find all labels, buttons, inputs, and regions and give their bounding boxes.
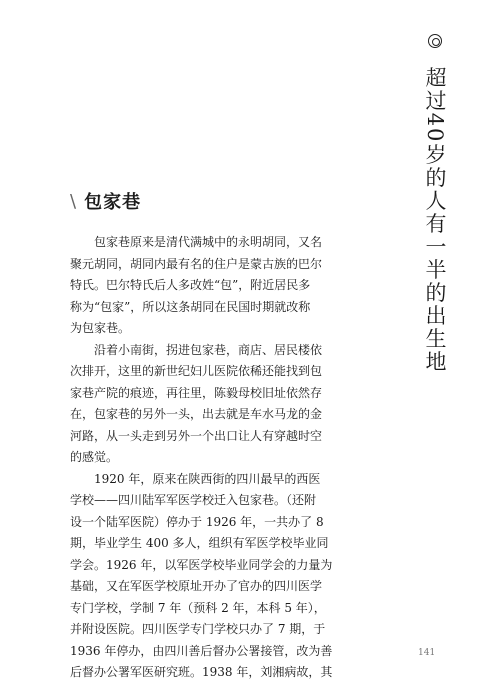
paragraph-1 xyxy=(70,232,372,340)
heading-slash: \ xyxy=(70,190,77,212)
paragraph-3 xyxy=(70,469,372,684)
text-line: 1920 年，原来在陕西街的四川最早的西医 xyxy=(94,471,321,486)
text-line: 为包家巷。 xyxy=(70,321,131,335)
text-line: 聚元胡同，胡同内最有名的住户是蒙古族的巴尔 xyxy=(70,256,323,271)
text-line: 称为“包家”，所以这条胡同在民国时期就改称 xyxy=(70,299,311,314)
text-line: 期，毕业学生 400 多人，组织有军医学校毕业同 xyxy=(70,536,329,550)
text-line: 基础，又在军医学校原址开办了官办的四川医学 xyxy=(70,579,323,593)
text-line: 学会。1926 年，以军医学校毕业同学会的力量为 xyxy=(70,557,333,572)
text-line: 的感觉。 xyxy=(70,450,119,464)
text-line: 在，包家巷的另外一头，出去就是车水马龙的金 xyxy=(70,407,323,421)
text-line: 家巷产院的痕迹，再往里，陈毅母校旧址依然存 xyxy=(70,385,323,400)
chapter-title-vertical xyxy=(420,34,450,373)
text-line: 设一个陆军医院）停办于 1926 年，一共办了 8 xyxy=(70,514,324,529)
body-text xyxy=(70,232,372,684)
text-line: 特氏。巴尔特氏后人多改姓“包”，附近居民多 xyxy=(70,278,311,292)
section-heading xyxy=(70,188,141,214)
text-line: 专门学校，学制 7 年（预科 2 年，本科 5 年）， xyxy=(70,600,326,615)
text-line: 1936 年停办，由四川善后督办公署接管，改为善 xyxy=(70,643,333,658)
double-circle-icon xyxy=(428,34,442,48)
section-title: 包家巷 xyxy=(84,192,142,213)
text-line: 并附设医院。四川医学专门学校只办了 7 期，于 xyxy=(70,622,326,636)
text-line: 包家巷原来是清代满城中的永明胡同，又名 xyxy=(94,235,323,249)
text-line: 河路，从一头走到另外一个出口让人有穿越时空 xyxy=(70,428,323,443)
chapter-title: 超过40岁的人有一半的出生地 xyxy=(423,66,447,374)
paragraph-2 xyxy=(70,340,372,469)
text-line: 沿着小南街，拐进包家巷，商店、居民楼依 xyxy=(94,342,323,357)
text-line: 次排开，这里的新世纪妇儿医院依稀还能找到包 xyxy=(70,364,323,378)
page-number: 141 xyxy=(418,648,436,658)
text-line: 学校——四川陆军军医学校迁入包家巷。（还附 xyxy=(70,493,317,507)
text-line: 后督办公署军医研究班。1938 年，刘湘病故，其 xyxy=(70,665,333,679)
